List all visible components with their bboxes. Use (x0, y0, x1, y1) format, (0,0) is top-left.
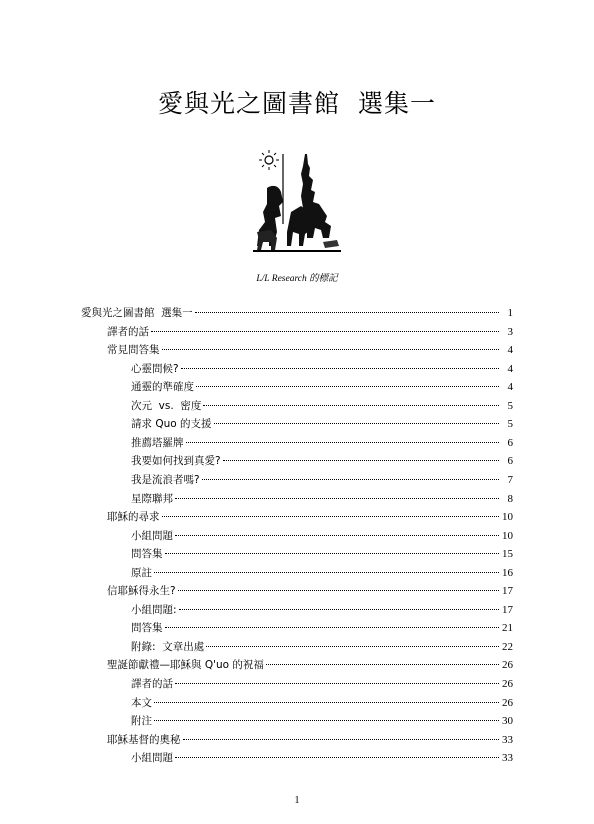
toc-leader-dots (175, 683, 499, 684)
toc-entry-page: 7 (507, 473, 513, 486)
toc-entry-label: 問答集 (131, 622, 163, 635)
toc-leader-dots (175, 757, 499, 758)
toc-entry[interactable] (131, 619, 513, 637)
toc-entry-label: 聖誕節獻禮—耶穌與 Q'uo 的祝福 (107, 659, 264, 672)
toc-entry-label: 次元 vs. 密度 (131, 399, 202, 412)
toc-entry[interactable] (107, 656, 513, 674)
toc-entry-page: 5 (507, 418, 513, 431)
toc-entry[interactable] (107, 731, 513, 749)
toc-entry-page: 10 (502, 529, 513, 542)
toc-entry-page: 21 (502, 622, 513, 635)
toc-entry-page: 8 (507, 492, 513, 505)
toc-entry-label: 附注 (131, 715, 152, 728)
toc-entry-label: 心靈問候? (131, 362, 179, 375)
toc-leader-dots (178, 590, 499, 591)
toc-entry-label: 信耶穌得永生? (107, 585, 176, 598)
toc-entry-page: 22 (502, 640, 513, 653)
toc-entry-page: 10 (502, 511, 513, 524)
toc-leader-dots (203, 405, 499, 406)
toc-leader-dots (223, 460, 499, 461)
toc-entry-label: 譯者的話 (131, 678, 173, 690)
toc-entry-page: 4 (507, 381, 513, 394)
toc-leader-dots (162, 349, 500, 350)
toc-leader-dots (181, 368, 499, 369)
toc-leader-dots (175, 498, 499, 499)
toc-leader-dots (183, 739, 500, 740)
toc-entry[interactable] (131, 545, 513, 563)
document-title: 愛與光之圖書館 選集一 (158, 89, 436, 118)
toc-entry-label: 耶穌基督的奧秘 (107, 733, 181, 746)
toc-leader-dots (154, 702, 499, 703)
toc-entry-label: 推薦塔羅牌 (131, 436, 184, 449)
toc-entry-page: 26 (502, 659, 513, 672)
toc-leader-dots (165, 627, 500, 628)
toc-leader-dots (154, 720, 499, 721)
toc-entry-label: 問答集 (131, 548, 163, 561)
toc-entry-label: 本文 (131, 696, 152, 709)
toc-entry[interactable] (131, 397, 513, 415)
toc-entry-label: 小組問題 (131, 752, 173, 765)
toc-entry[interactable] (131, 675, 513, 693)
toc-entry[interactable] (131, 471, 513, 489)
toc-leader-dots (162, 516, 500, 517)
toc-leader-dots (214, 423, 499, 424)
toc-entry[interactable] (131, 638, 513, 656)
toc-leader-dots (186, 442, 500, 443)
toc-entry[interactable] (131, 490, 513, 508)
toc-entry[interactable] (131, 694, 513, 712)
toc-entry-label: 小組問題: (131, 603, 177, 616)
toc-entry[interactable] (131, 601, 513, 619)
toc-entry[interactable] (107, 341, 513, 359)
toc-entry-page: 6 (507, 455, 513, 468)
toc-entry-page: 26 (502, 696, 513, 709)
toc-leader-dots (179, 609, 499, 610)
toc-entry[interactable] (131, 527, 513, 545)
page-number: 1 (294, 795, 300, 806)
toc-entry-page: 1 (507, 307, 513, 319)
toc-entry[interactable] (131, 749, 513, 767)
toc-entry[interactable] (81, 304, 513, 322)
toc-leader-dots (165, 553, 500, 554)
toc-entry-page: 26 (502, 678, 513, 690)
toc-entry-label: 星際聯邦 (131, 492, 173, 505)
toc-entry-label: 譯者的話 (107, 325, 149, 338)
toc-entry-page: 3 (507, 325, 513, 338)
toc-entry-page: 4 (507, 362, 513, 375)
toc-entry-label: 附錄: 文章出處 (131, 640, 205, 653)
toc-leader-dots (266, 664, 499, 665)
toc-entry-page: 6 (507, 436, 513, 449)
toc-entry[interactable] (131, 564, 513, 582)
toc-entry-label: 我是流浪者嗎? (131, 473, 200, 486)
credit-line: L/L Research 的標記 (256, 274, 338, 284)
toc-entry-label: 耶穌的尋求 (107, 511, 160, 524)
toc-leader-dots (206, 646, 499, 647)
toc-entry-page: 17 (502, 603, 513, 616)
toc-entry[interactable] (131, 415, 513, 433)
toc-entry-label: 請求 Quo 的支援 (131, 418, 212, 431)
toc-leader-dots (154, 572, 499, 573)
toc-entry[interactable] (131, 712, 513, 730)
toc-entry-label: 通靈的準確度 (131, 381, 194, 394)
toc-entry[interactable] (131, 378, 513, 396)
toc-entry-label: 我要如何找到真愛? (131, 455, 221, 468)
toc-entry-page: 16 (502, 566, 513, 579)
toc-entry-page: 30 (502, 715, 513, 728)
toc-entry[interactable] (131, 434, 513, 452)
toc-entry[interactable] (131, 360, 513, 378)
toc-leader-dots (202, 479, 499, 480)
toc-leader-dots (151, 331, 499, 332)
toc-entry-label: 常見問答集 (107, 344, 160, 357)
don-quixote-logo-icon (253, 146, 341, 254)
toc-entry-label: 原註 (131, 566, 152, 579)
toc-entry[interactable] (107, 508, 513, 526)
toc-entry-label: 小組問題 (131, 529, 173, 542)
toc-entry-page: 4 (507, 344, 513, 357)
toc-leader-dots (175, 535, 499, 536)
toc-entry-page: 33 (502, 752, 513, 765)
toc-entry-page: 33 (502, 733, 513, 746)
toc-entry-page: 17 (502, 585, 513, 598)
toc-entry[interactable] (107, 582, 513, 600)
toc-entry[interactable] (107, 323, 513, 341)
toc-entry-page: 15 (502, 548, 513, 561)
toc-entry-label: 愛與光之圖書館 選集一 (81, 307, 193, 319)
toc-entry-page: 5 (507, 399, 513, 412)
toc-entry[interactable] (131, 452, 513, 470)
toc-leader-dots (195, 312, 499, 313)
toc-leader-dots (196, 386, 499, 387)
